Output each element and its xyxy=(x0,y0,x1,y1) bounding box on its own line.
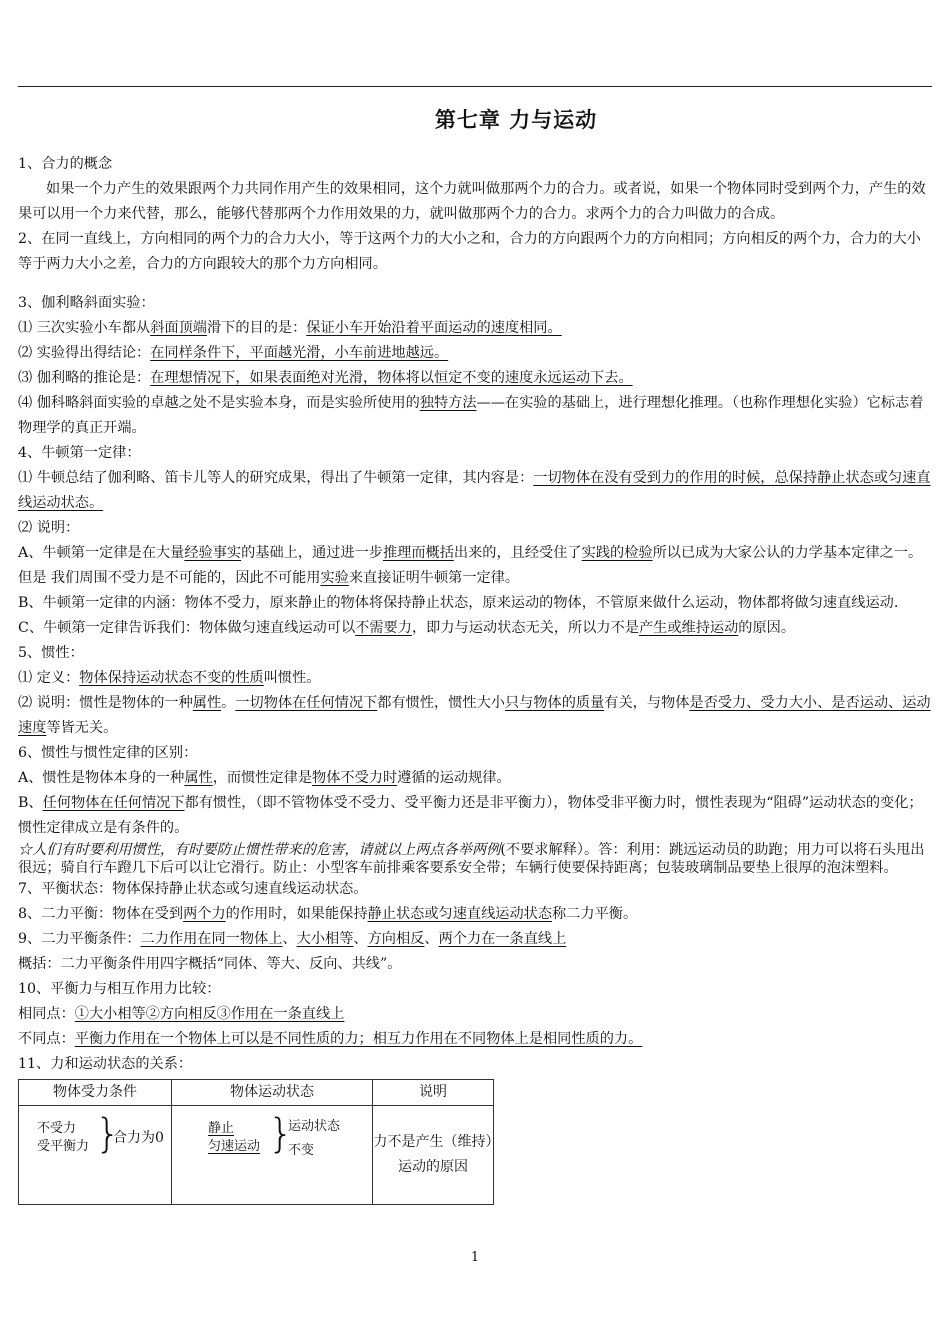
section-6-star-note: ☆人们有时要利用惯性，有时要防止惯性带来的危害，请就以上两点各举两例(不要求解释）。答：利用：跳远运动员的助跑；用力可以将石头甩出很远；骑自行车蹬几下后可以让它滑行。防止：小型客车前排乘客要系安全带；车辆行使要保持距离；包装玻璃制品要垫上很厚的泡沫塑料。 xyxy=(18,842,925,876)
force-motion-table xyxy=(18,1079,494,1205)
state-label-unchanged: 不变 xyxy=(288,1143,315,1158)
section-5-item-1: ⑴ 定义：物体保持运动状态不变的性质叫惯性。 xyxy=(18,670,321,686)
page-number: 1 xyxy=(470,1250,480,1265)
section-4-point-c: C、牛顿第一定律告诉我们：物体做匀速直线运动可以不需要力，即力与运动状态无关，所以力不是产生或维持运动的原因。 xyxy=(18,620,796,636)
section-1-heading: 1、合力的概念 xyxy=(18,156,113,172)
section-2: 2、在同一直线上，方向相同的两个力的合力大小，等于这两个力的大小之和，合力的方向跟两个力的方向相同；方向相反的两个力，合力的大小等于两力大小之差，合力的方向跟较大的那个力方向相同。 xyxy=(18,231,921,272)
table-header-row xyxy=(19,1080,494,1106)
section-3-heading: 3、伽利略斜面实验： xyxy=(18,295,155,311)
table-row xyxy=(19,1106,494,1205)
state-static: 静止 xyxy=(208,1121,235,1136)
section-7: 7、平衡状态：物体保持静止状态或匀速直线运动状态。 xyxy=(18,881,368,897)
section-5-item-2: ⑵ 说明：惯性是物体的一种属性。一切物体在任何情况下都有惯性，惯性大小只与物体的质量有关，与物体是否受力、受力大小、是否运动、运动速度等皆无关。 xyxy=(18,695,931,736)
section-3-item-2: ⑵ 实验得出得结论：在同样条件下，平面越光滑，小车前进地越远。 xyxy=(18,345,449,361)
table-header-cell: 物体受力条件 xyxy=(19,1080,172,1106)
section-3-item-3: ⑶ 伽利略的推论是：在理想情况下，如果表面绝对光滑，物体将以恒定不变的速度永远运动下去。 xyxy=(18,370,633,386)
state-label-motion-state: 运动状态 xyxy=(288,1119,341,1134)
header-rule xyxy=(18,86,932,87)
section-3-item-1: ⑴ 三次实验小车都从斜面顶端滑下的目的是：保证小车开始沿着平面运动的速度相同。 xyxy=(18,320,562,336)
section-10-diff: 不同点：平衡力作用在一个物体上可以是不同性质的力；相互力作用在不同物体上是相同性质的力。 xyxy=(18,1031,643,1047)
force-condition-cell xyxy=(19,1106,172,1205)
net-force-zero: 合力为0 xyxy=(113,1130,164,1146)
section-5-heading: 5、惯性： xyxy=(18,645,84,661)
section-4-heading: 4、牛顿第一定律： xyxy=(18,445,141,461)
section-9: 9、二力平衡条件：二力作用在同一物体上、大小相等、方向相反、两个力在一条直线上 xyxy=(18,931,567,947)
table-header-cell: 物体运动状态 xyxy=(172,1080,373,1106)
section-8: 8、二力平衡：物体在受到两个力的作用时，如果能保持静止状态或匀速直线运动状态称二力平衡。 xyxy=(18,906,638,922)
section-4-item-1: ⑴ 牛顿总结了伽利略、笛卡儿等人的研究成果，得出了牛顿第一定律，其内容是：一切物体在没有受到力的作用的时候，总保持静止状态或匀速直线运动状态。 xyxy=(18,470,931,511)
section-3-item-4: ⑷ 伽科略斜面实验的卓越之处不是实验本身，而是实验所使用的独特方法——在实验的基础上，进行理想化推理。（也称作理想化实验）它标志着物理学的真正开端。 xyxy=(18,395,924,436)
section-10-same: 相同点：①大小相等②方向相反③作用在一条直线上 xyxy=(18,1006,345,1022)
section-4-point-b: B、牛顿第一定律的内涵：物体不受力，原来静止的物体将保持静止状态，原来运动的物体，不管原来做什么运动，物体都将做匀速直线运动. xyxy=(18,595,899,611)
section-4-item-2: ⑵ 说明： xyxy=(18,520,80,536)
table-header-cell: 说明 xyxy=(373,1080,494,1106)
section-6-point-a: A、惯性是物体本身的一种属性，而惯性定律是物体不受力时遵循的运动规律。 xyxy=(18,770,511,786)
motion-state-cell xyxy=(172,1106,373,1205)
section-10-heading: 10、平衡力与相互作用力比较： xyxy=(18,981,221,997)
condition-no-force: 不受力 xyxy=(37,1121,77,1136)
section-11-heading: 11、力和运动状态的关系： xyxy=(18,1056,193,1072)
chapter-title: 第七章 力与运动 xyxy=(434,107,598,132)
state-uniform-motion: 匀速运动 xyxy=(208,1139,261,1154)
section-6-heading: 6、惯性与惯性定律的区别： xyxy=(18,745,198,761)
brace-icon: } xyxy=(268,1111,294,1157)
condition-balanced-force: 受平衡力 xyxy=(37,1139,90,1154)
section-9-summary: 概括：二力平衡条件用四字概括“同体、等大、反向、共线”。 xyxy=(18,956,402,972)
document-body xyxy=(18,152,932,1205)
section-6-point-b: B、任何物体在任何情况下都有惯性，（即不管物体受不受力、受平衡力还是非平衡力），物体受非平衡力时，惯性表现为“阻碍”运动状态的变化；惯性定律成立是有条件的。 xyxy=(18,795,923,836)
note-cell: 力不是产生（维持）运动的原因 xyxy=(373,1106,494,1205)
section-1-body: 如果一个力产生的效果跟两个力共同作用产生的效果相同，这个力就叫做那两个力的合力。或者说，如果一个物体同时受到两个力，产生的效果可以用一个力来代替，那么，能够代替那两个力作用效果的力，就叫做那两个力的合力。求两个力的合力叫做力的合成。 xyxy=(18,181,926,222)
section-4-point-a: A、牛顿第一定律是在大量经验事实的基础上，通过进一步推理而概括出来的，且经受住了实践的检验所以已成为大家公认的力学基本定律之一。但是 我们周围不受力是不可能的，因此不可能用实验来直接证明牛顿第一定律。 xyxy=(18,545,923,586)
brace-icon: } xyxy=(95,1111,121,1157)
